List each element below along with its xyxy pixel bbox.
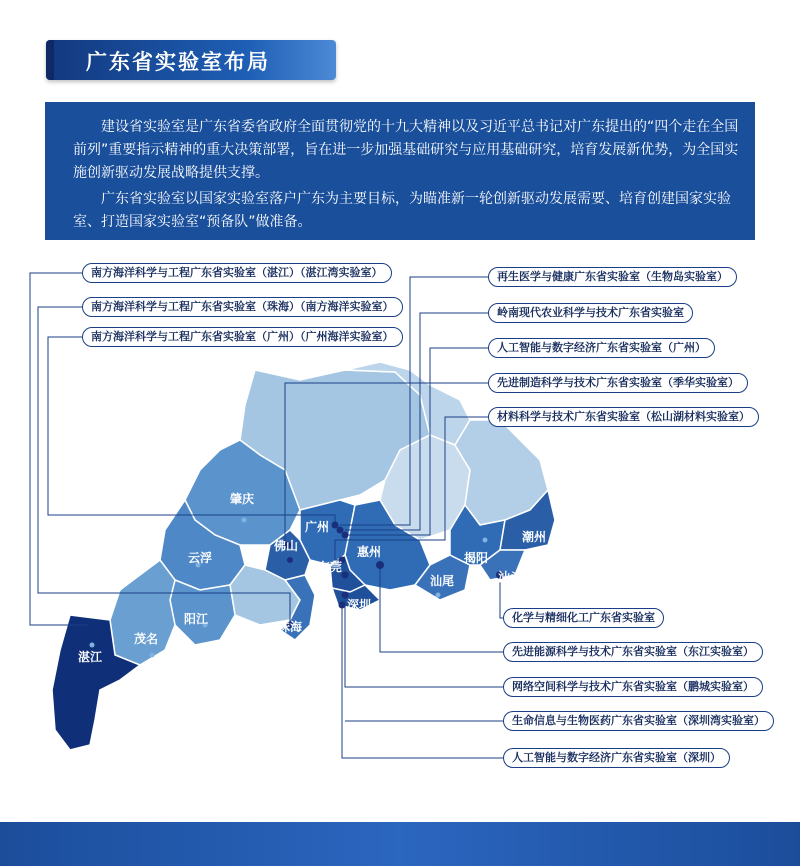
lab-advanced-manufacturing: 先进制造科学与技术广东省实验室（季华实验室）: [488, 373, 748, 393]
lab-guangzhou-ocean: 南方海洋科学与工程广东省实验室（广州）（广州海洋实验室）: [82, 327, 403, 347]
page-title: 广东省实验室布局: [86, 50, 270, 74]
city-label-yunfu: 云浮: [188, 551, 213, 565]
intro-paragraph-2: 广东省实验室以国家实验室落户广东为主要目标，为瞄准新一轮创新驱动发展需要、培育创建国家实验室、打造国家实验室“预备队”做准备。: [73, 191, 731, 230]
city-label-chaozhou: 潮州: [522, 530, 547, 544]
city-label-zhaoqing: 肇庆: [230, 492, 255, 506]
city-label-huizhou: 惠州: [357, 545, 382, 559]
region-maoming: [110, 560, 175, 665]
city-label-maoming: 茂名: [134, 632, 159, 646]
city-label-guangzhou: 广州: [305, 520, 330, 534]
city-label-shenzhen: 深圳: [347, 598, 372, 612]
title-banner: [46, 40, 336, 80]
footer-bar: [0, 822, 800, 866]
lab-zhuhai-ocean: 南方海洋科学与工程广东省实验室（珠海）（南方海洋实验室）: [82, 297, 403, 317]
lab-chemistry: 化学与精细化工广东省实验室: [503, 608, 664, 628]
lab-advanced-energy: 先进能源科学与技术广东省实验室（东江实验室）: [503, 642, 763, 662]
city-label-shantou: 汕头: [498, 570, 523, 584]
city-label-dongguan: 东莞: [318, 560, 343, 574]
lab-lingnan-agriculture: 岭南现代农业科学与技术广东省实验室: [488, 303, 693, 323]
lab-regenerative-medicine: 再生医学与健康广东省实验室（生物岛实验室）: [488, 267, 737, 287]
title-accent: [46, 40, 54, 80]
lab-life-information: 生命信息与生物医药广东省实验室（深圳湾实验室）: [503, 711, 774, 731]
city-label-shanwei: 汕尾: [430, 574, 455, 588]
city-label-zhuhai: 珠海: [278, 620, 303, 634]
lab-cyberspace: 网络空间科学与技术广东省实验室（鹏城实验室）: [503, 677, 763, 697]
lab-materials-science: 材料科学与技术广东省实验室（松山湖材料实验室）: [488, 407, 759, 427]
lab-ai-guangzhou: 人工智能与数字经济广东省实验室（广州）: [488, 338, 715, 358]
city-label-jieyang: 揭阳: [464, 551, 489, 565]
city-label-foshan: 佛山: [274, 539, 299, 553]
map-area: [0, 250, 800, 810]
intro-paragraph-1: 建设省实验室是广东省委省政府全面贯彻党的十九大精神以及习近平总书记对广东提出的“四个走在全国前列”重要指示精神的重大决策部署，旨在进一步加强基础研究与应用基础研究，培育发展新优势，为全国实施创新驱动发展战略提供支撑。: [73, 119, 739, 181]
lab-ai-shenzhen: 人工智能与数字经济广东省实验室（深圳）: [503, 748, 730, 768]
intro-box: [45, 102, 755, 240]
city-label-zhanjiang: 湛江: [78, 650, 103, 664]
lab-zhanjiang-ocean: 南方海洋科学与工程广东省实验室（湛江）（湛江湾实验室）: [82, 263, 392, 283]
city-label-yangjiang: 阳江: [184, 612, 209, 626]
